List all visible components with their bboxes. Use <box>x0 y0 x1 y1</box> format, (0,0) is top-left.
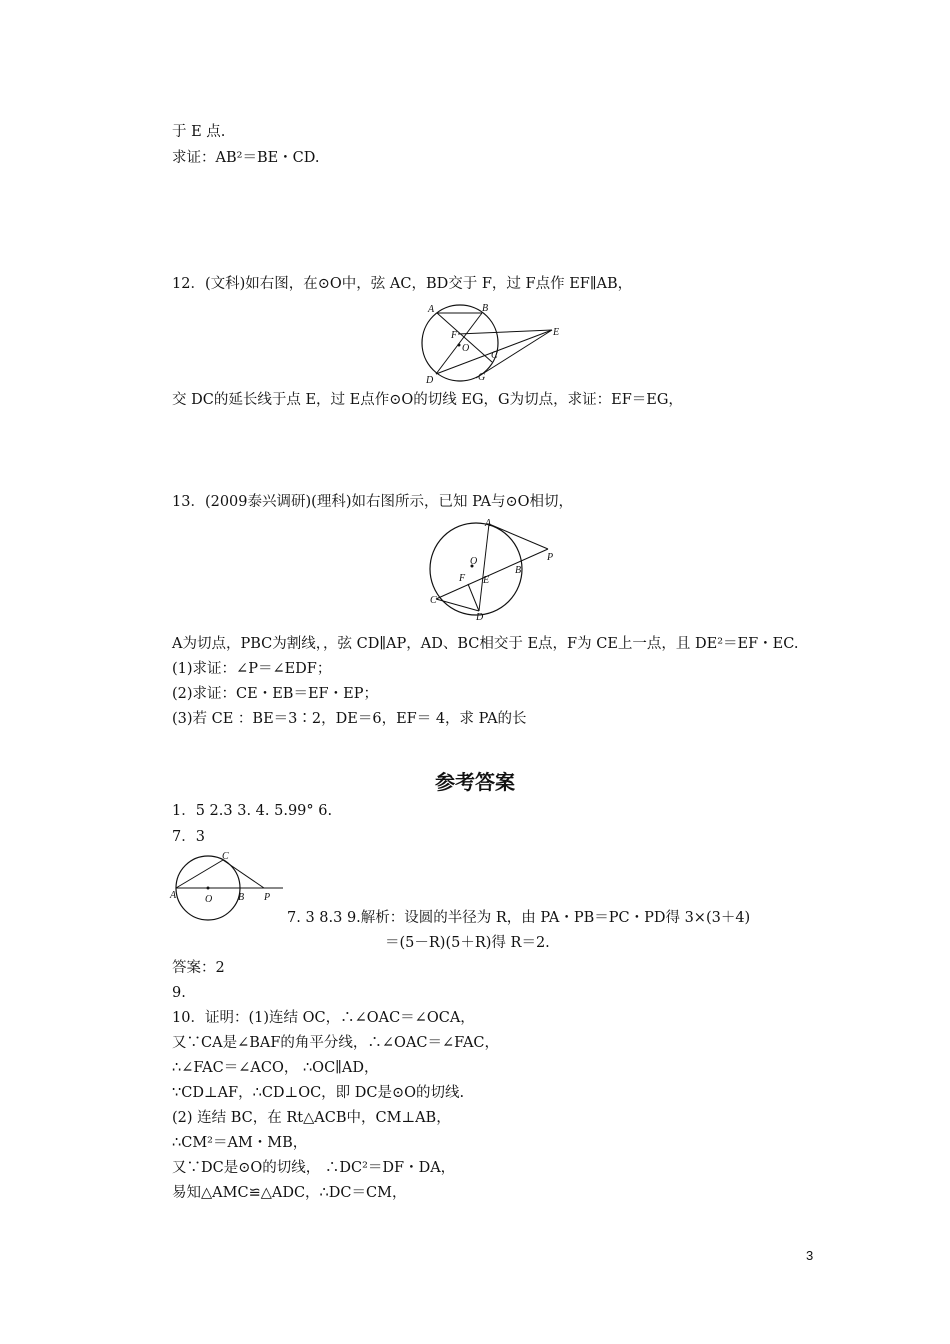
figure-13 <box>426 514 566 624</box>
label-C: C <box>222 851 229 862</box>
answer-line: 1．5 2.3 3. 4. 5.99° 6. <box>172 803 333 819</box>
answer-line: ∴∠FAC＝∠ACO， ∴OC∥AD， <box>172 1060 379 1076</box>
question-13-part2: (2)求证：CE・EB＝EF・EP； <box>172 686 378 702</box>
label-D: D <box>476 612 484 623</box>
label-C: C <box>430 595 437 606</box>
answers-heading: 参考答案 <box>435 770 515 794</box>
page-number: 3 <box>806 1248 814 1263</box>
answer-line: ＝(5－R)(5＋R)得 R＝2. <box>385 935 550 951</box>
question-12: 12．(文科)如右图，在⊙O中，弦 AC，BD交于 F，过 F点作 EF∥AB， <box>172 276 633 292</box>
text-line: 于 E 点. <box>172 124 226 140</box>
answer-line: 易知△AMC≌△ADC，∴DC＝CM， <box>172 1185 407 1201</box>
question-13-part1: (1)求证：∠P＝∠EDF； <box>172 661 332 677</box>
answer-line: 答案：2 <box>172 960 225 976</box>
label-A: A <box>485 518 492 529</box>
label-C: C <box>491 350 498 361</box>
label-G: G <box>478 372 486 383</box>
label-B: B <box>515 565 522 576</box>
question-12-continued: 交 DC的延长线于点 E，过 E点作⊙O的切线 EG，G为切点，求证：EF＝EG， <box>172 392 683 408</box>
label-F: F <box>451 330 458 341</box>
label-P: P <box>264 892 271 903</box>
label-O: O <box>470 556 478 567</box>
question-13: 13．(2009泰兴调研)(理科)如右图所示，已知 PA与⊙O相切， <box>172 494 574 510</box>
answer-line: (2) 连结 BC，在 Rt△ACB中，CM⊥AB， <box>172 1110 451 1126</box>
label-F: F <box>459 573 466 584</box>
answer-line: 又∵DC是⊙O的切线， ∴DC²＝DF・DA， <box>172 1160 456 1176</box>
answer-line: 7. 3 8.3 9.解析：设圆的半径为 R，由 PA・PB＝PC・PD得 3×(3＋4) <box>287 910 751 926</box>
question-13-part3: (3)若 CE ：BE＝3∶2，DE＝6，EF＝ 4，求 PA的长 <box>172 711 527 727</box>
answer-line: 10．证明：(1)连结 OC，∴∠OAC＝∠OCA， <box>172 1010 475 1026</box>
label-O: O <box>462 343 470 354</box>
label-D: D <box>426 375 434 386</box>
label-P: P <box>547 552 554 563</box>
label-E: E <box>553 327 560 338</box>
label-O: O <box>205 894 213 905</box>
answer-line: 7．3 <box>172 829 205 845</box>
figure-7 <box>168 850 288 906</box>
label-A: A <box>428 304 435 315</box>
label-B: B <box>238 892 245 903</box>
answer-line: 又∵CA是∠BAF的角平分线，∴∠OAC＝∠FAC， <box>172 1035 500 1051</box>
figure-12 <box>418 300 568 388</box>
label-E: E <box>483 575 490 586</box>
answer-line: ∵CD⊥AF，∴CD⊥OC，即 DC是⊙O的切线. <box>172 1085 465 1101</box>
question-13-continued: A为切点，PBC为割线，，弦 CD∥AP，AD、BC相交于 E点，F为 CE上一点，且 DE²＝EF・EC. <box>172 636 799 652</box>
label-B: B <box>482 303 489 314</box>
answer-line: 9. <box>172 985 186 1001</box>
label-A: A <box>170 890 177 901</box>
text-line: 求证：AB²＝BE・CD. <box>172 150 320 166</box>
answer-line: ∴CM²＝AM・MB， <box>172 1135 308 1151</box>
